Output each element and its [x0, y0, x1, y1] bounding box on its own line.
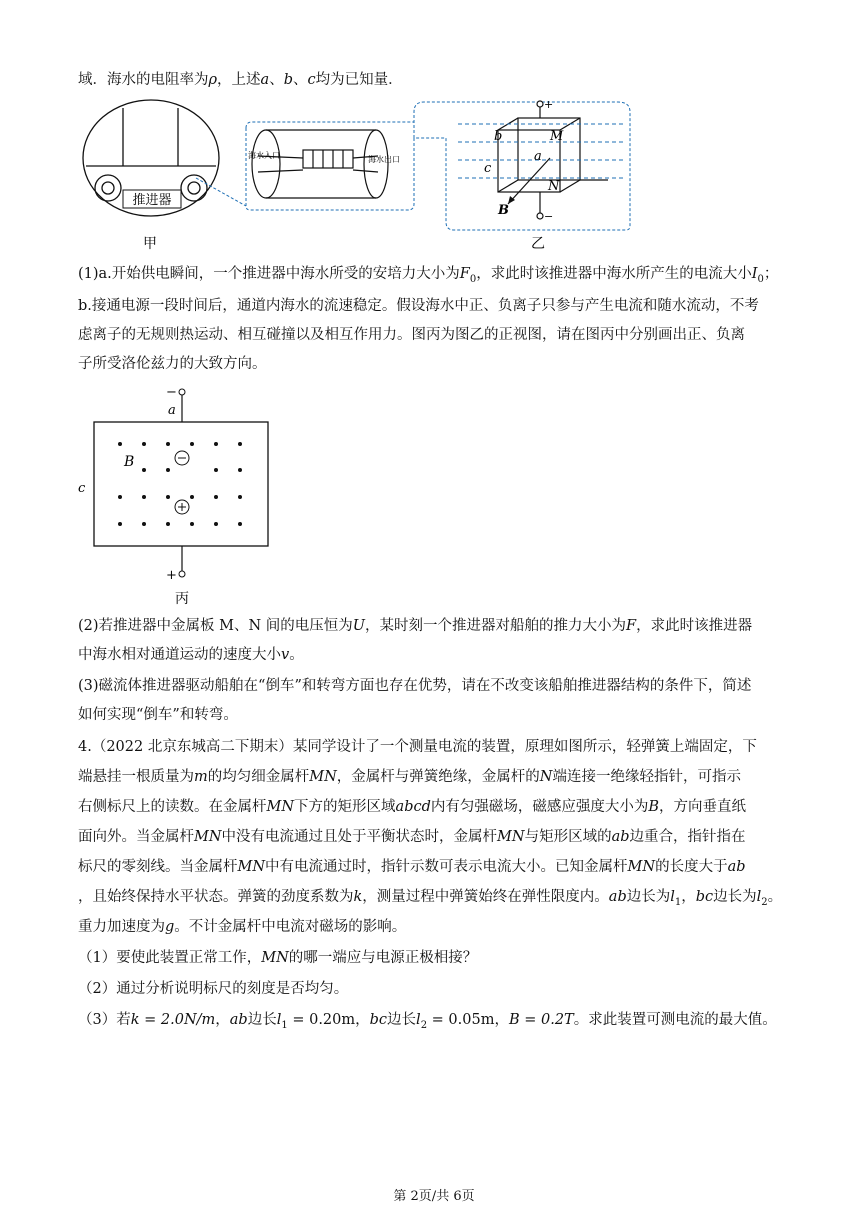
label-c: c — [484, 161, 492, 176]
caption-bing: 丙 — [175, 591, 189, 607]
intro-line: 域．海水的电阻率为ρ，上述a、b、c均为已知量． — [78, 72, 403, 88]
figure-bing — [78, 382, 288, 610]
label-M: M — [550, 129, 564, 144]
bing-channel-box — [94, 422, 268, 546]
label-minus: − — [544, 210, 554, 223]
p4-subq3: （3）若k = 2.0N/m，ab边长$l_1 = 0.20m$，bc边长$l_2 = 0.05m$，B = 0.2T。求此装置可测电流的最大值。 — [78, 1012, 777, 1031]
caption-jia: 甲 — [143, 236, 157, 252]
q1-b-line1: b.接通电源一段时间后，通道内海水的流速稳定。假设海水中正、负离子只参与产生电流和随水流动，不考 — [78, 298, 759, 314]
bing-label-a: a — [168, 403, 176, 418]
figure-jia-yi — [78, 98, 638, 258]
label-B: B — [498, 203, 509, 218]
q1-b-line2: 虑离子的无规则热运动、相互碰撞以及相互作用力。图丙为图乙的正视图，请在图丙中分别画出正、负离 — [78, 327, 745, 343]
page-footer: 第 2页/共 6页 — [393, 1189, 475, 1204]
thruster-label: 推进器 — [132, 193, 172, 208]
label-a: a — [534, 149, 542, 164]
q2-line2: 中海水相对通道运动的速度大小v。 — [78, 647, 304, 663]
p4-line3: 右侧标尺上的读数。在金属杆MN下方的矩形区域abcd内有匀强磁场，磁感应强度大小为B，方向垂直纸 — [78, 799, 747, 815]
bing-label-minus: − — [166, 385, 177, 400]
b-field-arrow — [508, 158, 550, 204]
p4-line1: 4.（2022 北京东城高二下期末）某同学设计了一个测量电流的装置，原理如图所示，轻弹簧上端固定，下 — [78, 739, 757, 755]
p4-line7: 重力加速度为g。不计金属杆中电流对磁场的影响。 — [78, 919, 407, 935]
bing-label-plus: + — [166, 568, 177, 583]
label-N: N — [548, 179, 560, 194]
q1-a: (1)a.开始供电瞬间，一个推进器中海水所受的安培力大小为$F_0$，求此时该推进器中海水所产生的电流大小$I_0$； — [78, 266, 779, 285]
q3-line1: (3)磁流体推进器驱动船舶在“倒车”和转弯方面也存在优势，请在不改变该船舶推进器结构的条件下，简述 — [78, 678, 752, 694]
label-plus: + — [544, 98, 554, 111]
p4-subq2: （2）通过分析说明标尺的刻度是否均匀。 — [78, 981, 349, 997]
bing-label-c: c — [78, 481, 86, 496]
label-b: b — [494, 129, 503, 144]
outflow-label: 海水出口 — [368, 155, 400, 164]
caption-yi: 乙 — [531, 236, 545, 252]
q2-line1: (2)若推进器中金属板 M、N 间的电压恒为U，某时刻一个推进器对船舶的推力大小为F，求此时该推进器 — [78, 618, 753, 634]
p4-line5: 标尺的零刻线。当金属杆MN中有电流通过时，指针示数可表示电流大小。已知金属杆MN的长度大于ab — [78, 859, 746, 875]
p4-line4: 面向外。当金属杆MN中没有电流通过且处于平衡状态时，金属杆MN与矩形区域的ab边重合，指针指在 — [78, 829, 746, 845]
thruster-tube — [252, 130, 388, 198]
p4-subq1: （1）要使此装置正常工作，MN的哪一端应与电源正极相接？ — [78, 950, 478, 966]
q1-b-line3: 子所受洛伦兹力的大致方向。 — [78, 356, 267, 372]
q3-line2: 如何实现“倒车”和转弯。 — [78, 707, 238, 723]
p4-line6: ，且始终保持水平状态。弹簧的劲度系数为k，测量过程中弹簧始终在弹性限度内。ab边长为$l_1$，bc边长为$l_2$。 — [78, 889, 783, 908]
inflow-label: 海水入口 — [248, 151, 280, 160]
bing-label-B: B — [124, 454, 135, 470]
p4-line2: 端悬挂一根质量为m的均匀细金属杆MN，金属杆与弹簧绝缘，金属杆的N端连接一绝缘轻指针，可指示 — [78, 769, 741, 785]
